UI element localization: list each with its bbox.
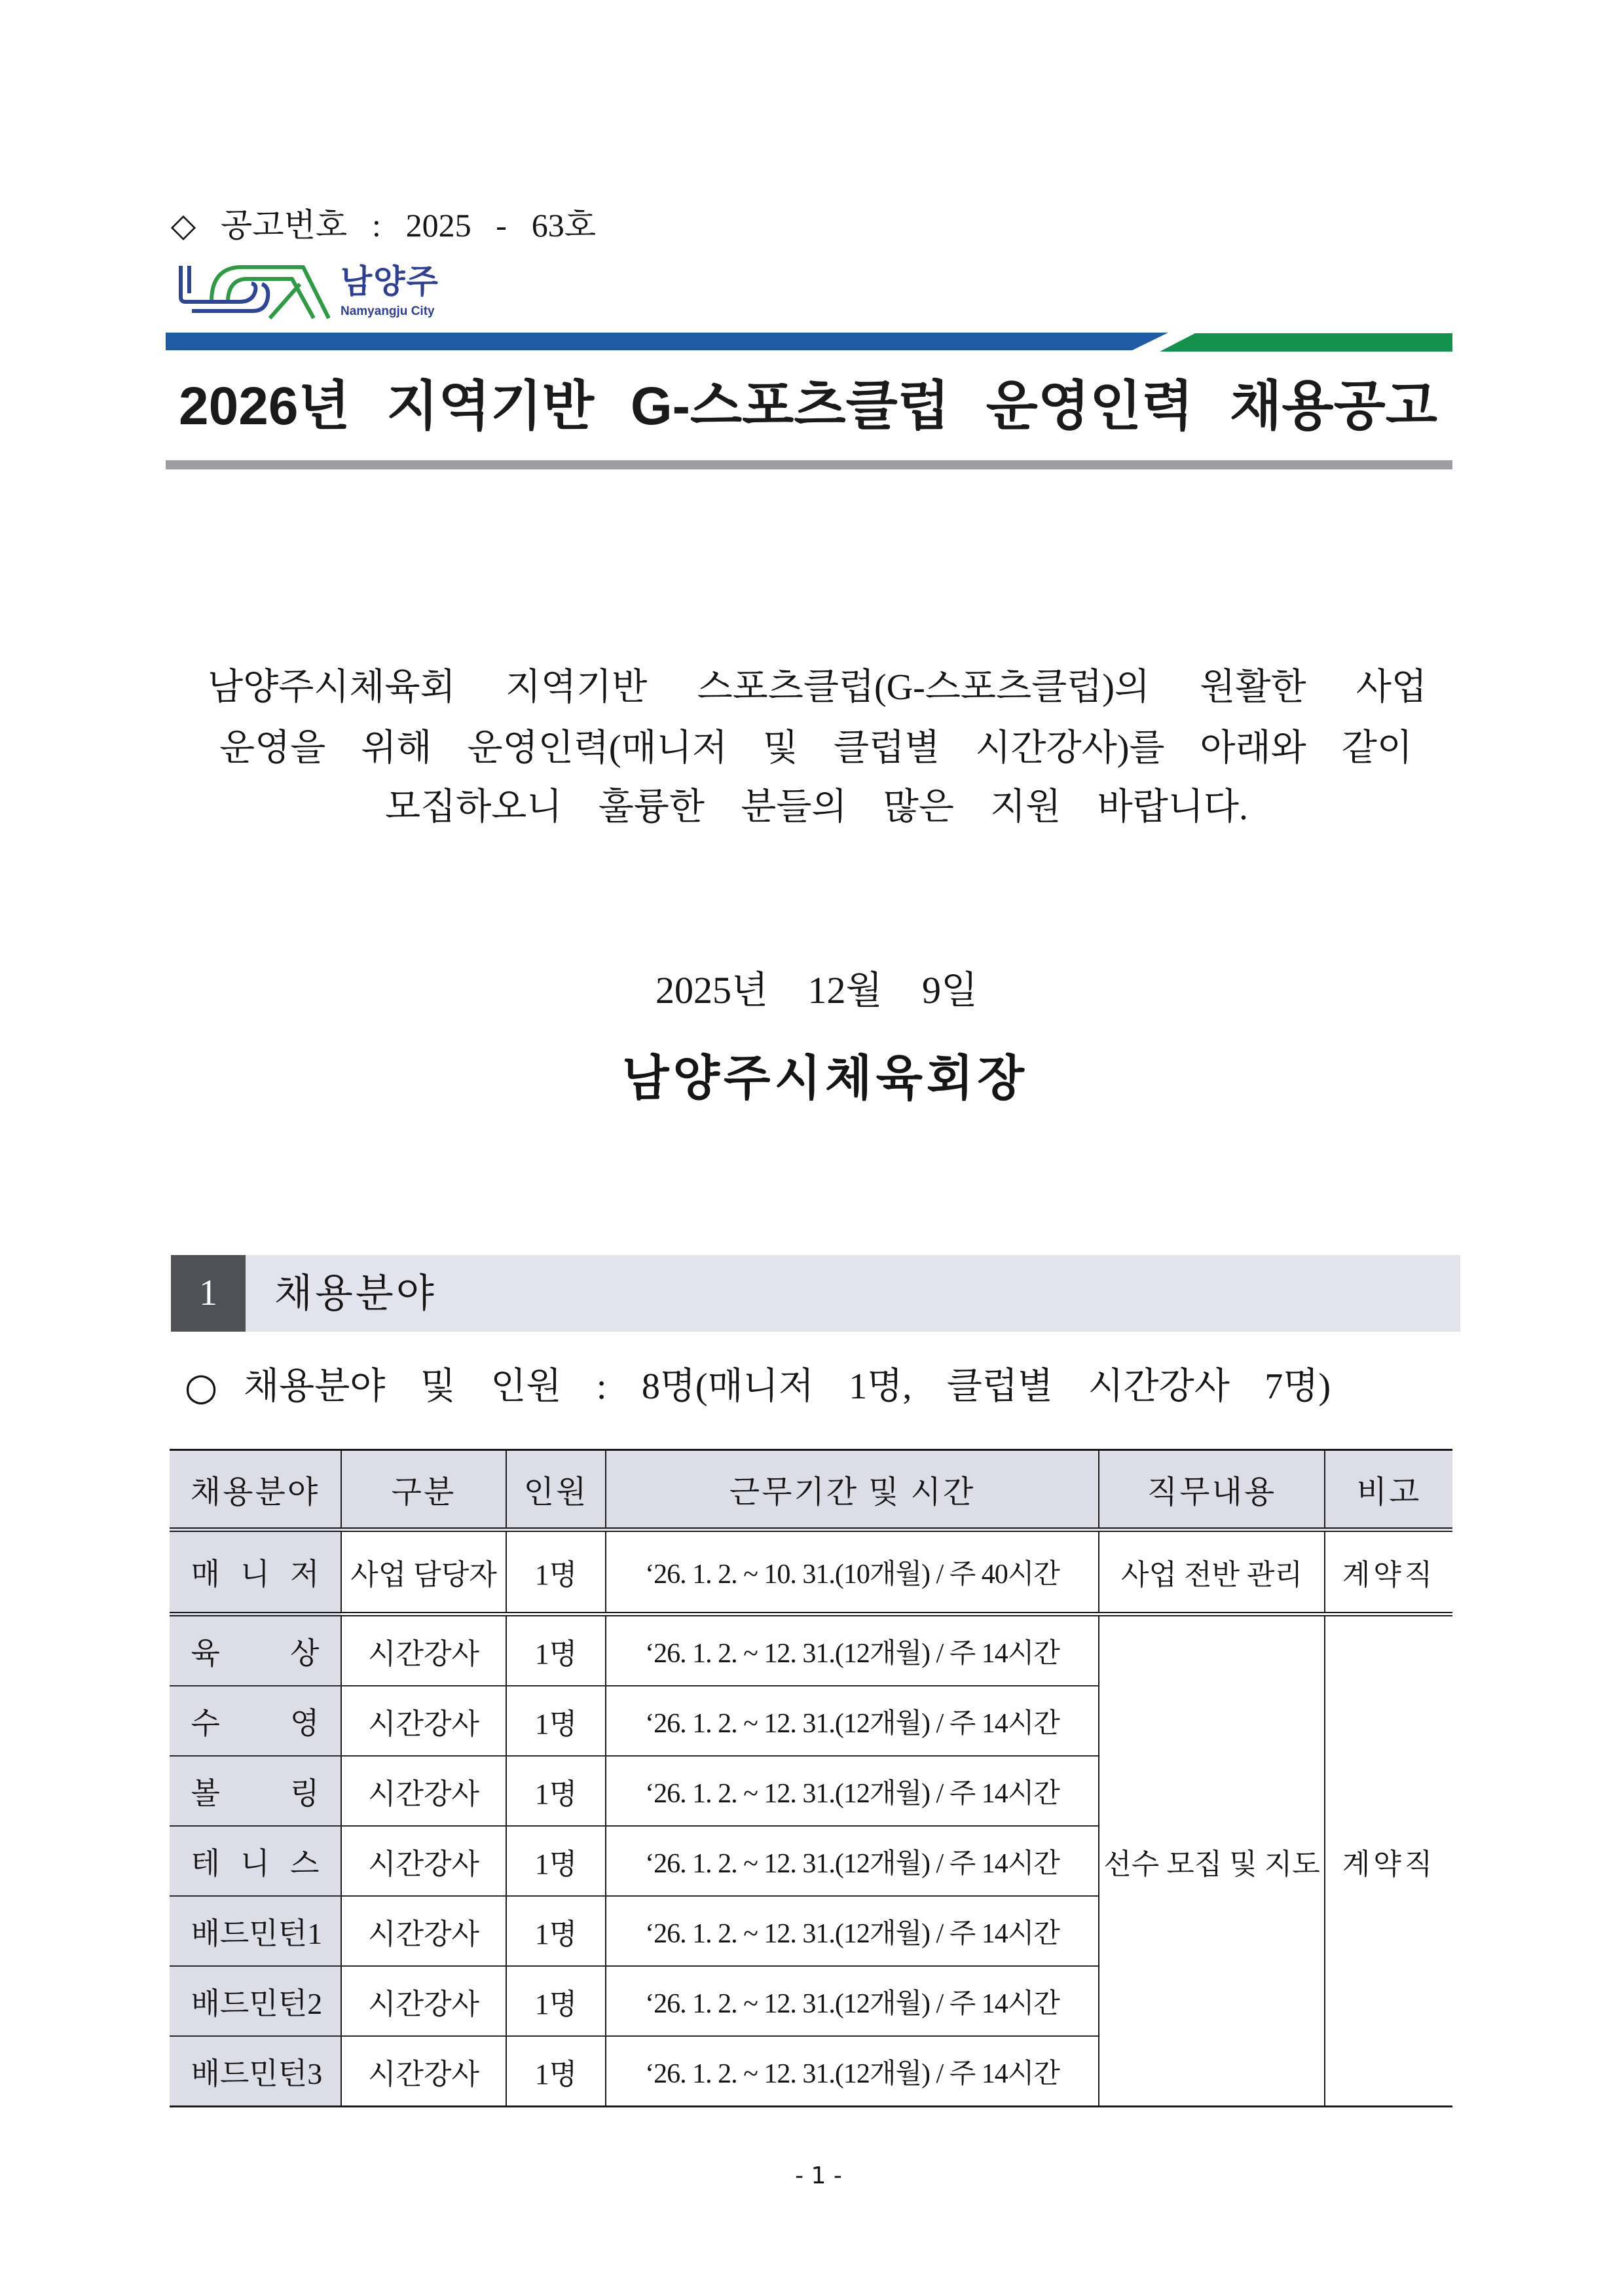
- count-value: 1명: [534, 2058, 578, 2090]
- period-cell: [606, 1686, 1099, 1756]
- period-cell: [606, 2036, 1099, 2107]
- duty-cell: [1099, 1530, 1325, 1614]
- header-note: 비고: [1325, 1450, 1452, 1530]
- count-cell: [506, 1826, 606, 1896]
- category-cell: [341, 1896, 506, 1966]
- recruitment-summary: [183, 1364, 1331, 1410]
- field-cell: [170, 1896, 341, 1966]
- count-cell: [506, 2036, 606, 2107]
- category-cell: [341, 1530, 506, 1614]
- period-cell: [606, 1896, 1099, 1966]
- field-label: 볼 링: [191, 1776, 320, 1810]
- count-cell: [506, 1896, 606, 1966]
- category-cell: [341, 1756, 506, 1826]
- recruitment-summary-text: 채용분야 및 인원 : 8명(매니저 1명, 클럽별 시간강사 7명): [244, 1366, 1331, 1407]
- count-value: 1명: [534, 1559, 578, 1591]
- header-category: 구분: [341, 1450, 506, 1530]
- period-cell: [606, 1966, 1099, 2036]
- period-value: ‘26. 1. 2. ~ 12. 31.(12개월) / 주 14시간: [645, 1778, 1060, 1809]
- note-cell: [1325, 1530, 1452, 1614]
- count-value: 1명: [534, 1777, 578, 1810]
- period-value: ‘26. 1. 2. ~ 12. 31.(12개월) / 주 14시간: [645, 2058, 1060, 2089]
- category-value: 시간강사: [367, 1988, 479, 2020]
- page-number: - 1 -: [795, 2162, 842, 2189]
- field-cell: [170, 2036, 341, 2107]
- field-label: 육 상: [191, 1636, 320, 1670]
- category-cell: [341, 1686, 506, 1756]
- category-value: 시간강사: [367, 1848, 479, 1880]
- category-cell: [341, 1966, 506, 2036]
- count-cell: [506, 1686, 606, 1756]
- count-cell: [506, 1756, 606, 1826]
- intro-line-1: 남양주시체육회 지역기반 스포츠클럽(G-스포츠클럽)의 원활한 사업: [208, 667, 1427, 708]
- field-label: 배드민턴3: [191, 2056, 323, 2090]
- header-field: 채용분야: [170, 1450, 341, 1530]
- field-label: 배드민턴2: [191, 1986, 323, 2020]
- note-value: 계약직: [1342, 1848, 1436, 1880]
- circle-bullet-icon: ○: [184, 1364, 218, 1409]
- count-value: 1명: [534, 1707, 578, 1740]
- period-value: ‘26. 1. 2. ~ 12. 31.(12개월) / 주 14시간: [645, 1918, 1060, 1949]
- blue-bar: [166, 333, 1168, 350]
- period-cell: [606, 1756, 1099, 1826]
- period-value: ‘26. 1. 2. ~ 12. 31.(12개월) / 주 14시간: [645, 1708, 1060, 1739]
- duty-value: 선수 모집 및 지도: [1103, 1848, 1320, 1880]
- count-value: 1명: [534, 1848, 578, 1880]
- page-title: 2026년 지역기반 G-스포츠클럽 운영인력 채용공고: [179, 376, 1437, 436]
- field-label: 수 영: [191, 1706, 320, 1740]
- field-cell: [170, 1756, 341, 1826]
- field-cell: [170, 1966, 341, 2036]
- announcement-number-text: 공고번호 : 2025 - 63호: [221, 207, 596, 244]
- table-header-row: [170, 1450, 1452, 1530]
- namyangju-emblem-icon: [174, 262, 338, 321]
- logo-name-korean: 남양주: [341, 263, 439, 301]
- period-value: ‘26. 1. 2. ~ 12. 31.(12개월) / 주 14시간: [645, 1848, 1060, 1879]
- period-cell: [606, 1614, 1099, 1686]
- category-cell: [341, 2036, 506, 2107]
- intro-line-2: 운영을 위해 운영인력(매니저 및 클럽별 시간강사)를 아래와 같이: [219, 728, 1412, 769]
- category-cell: [341, 1826, 506, 1896]
- header-period: 근무기간 및 시간: [606, 1450, 1099, 1530]
- count-value: 1명: [534, 1637, 578, 1670]
- category-cell: [341, 1614, 506, 1686]
- category-value: 시간강사: [367, 1637, 479, 1670]
- category-value: 시간강사: [367, 1918, 479, 1950]
- count-value: 1명: [534, 1918, 578, 1950]
- period-value: ‘26. 1. 2. ~ 12. 31.(12개월) / 주 14시간: [645, 1638, 1060, 1669]
- category-value: 시간강사: [367, 1707, 479, 1740]
- recruitment-table: [170, 1449, 1452, 2107]
- header-duty: 직무내용: [1099, 1450, 1325, 1530]
- period-cell: [606, 1530, 1099, 1614]
- count-cell: [506, 1530, 606, 1614]
- announcement-date: 2025년 12월 9일: [655, 969, 978, 1011]
- header-color-bars: [166, 331, 1453, 352]
- category-value: 시간강사: [367, 2058, 479, 2090]
- field-label: 테 니 스: [191, 1846, 320, 1880]
- title-underline-rule: [166, 460, 1452, 469]
- section-number: 1: [171, 1255, 246, 1332]
- count-value: 1명: [534, 1988, 578, 2020]
- logo-name-english: Namyangju City: [341, 304, 435, 318]
- category-value: 시간강사: [367, 1777, 479, 1810]
- field-label: 배드민턴1: [191, 1916, 323, 1950]
- announcement-number: [167, 203, 596, 247]
- field-cell: [170, 1614, 341, 1686]
- green-bar: [1160, 333, 1452, 352]
- intro-line-3: 모집하오니 훌륭한 분들의 많은 지원 바랍니다.: [385, 787, 1248, 828]
- table-row: [170, 1530, 1452, 1614]
- issuer-name: 남양주시체육회장: [622, 1050, 1028, 1106]
- note-value: 계약직: [1342, 1559, 1436, 1591]
- instructor-note-merged-cell: [1325, 1614, 1452, 2107]
- instructor-duty-merged-cell: [1099, 1614, 1325, 2107]
- period-cell: [606, 1826, 1099, 1896]
- duty-value: 사업 전반 관리: [1120, 1559, 1303, 1591]
- count-cell: [506, 1966, 606, 2036]
- section-title: 채용분야: [274, 1272, 437, 1315]
- period-value: ‘26. 1. 2. ~ 10. 31.(10개월) / 주 40시간: [645, 1559, 1060, 1590]
- field-cell: [170, 1826, 341, 1896]
- field-cell: [170, 1686, 341, 1756]
- category-value: 사업 담당자: [350, 1559, 497, 1591]
- field-label: 매 니 저: [191, 1558, 320, 1591]
- diamond-bullet-icon: ◇: [170, 206, 196, 244]
- count-cell: [506, 1614, 606, 1686]
- field-cell: [170, 1530, 341, 1614]
- header-count: 인원: [506, 1450, 606, 1530]
- period-value: ‘26. 1. 2. ~ 12. 31.(12개월) / 주 14시간: [645, 1988, 1060, 2019]
- table-row: [170, 1614, 1452, 1686]
